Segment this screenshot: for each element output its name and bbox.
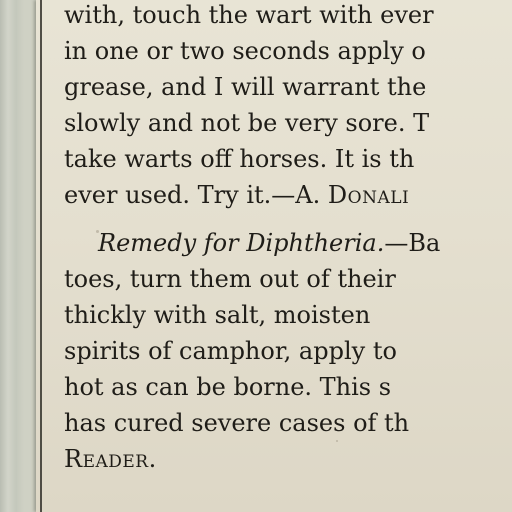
article-line: take warts off horses. It is th bbox=[64, 145, 415, 173]
article-line: spirits of camphor, apply to bbox=[64, 337, 397, 365]
article-text: —Ba bbox=[384, 229, 441, 257]
diphtheria-heading-line bbox=[98, 228, 440, 258]
article-text: ever used. Try it.—A. bbox=[64, 181, 321, 209]
article-line: with, touch the wart with ever bbox=[64, 1, 434, 29]
author-signature: Donali bbox=[327, 181, 410, 209]
article-line: has cured severe cases of th bbox=[64, 409, 410, 437]
article-line: toes, turn them out of their bbox=[64, 265, 396, 293]
article-line: slowly and not be very sore. T bbox=[64, 109, 430, 137]
article-heading: Remedy for Diphtheria. bbox=[98, 229, 385, 257]
author-signature: Reader. bbox=[64, 445, 157, 473]
article-column bbox=[64, 0, 512, 512]
column-rule bbox=[40, 0, 42, 512]
article-line: thickly with salt, moisten bbox=[64, 301, 371, 329]
article-line: hot as can be borne. This s bbox=[64, 373, 392, 401]
article-line: in one or two seconds apply o bbox=[64, 37, 426, 65]
article-line: grease, and I will warrant the bbox=[64, 73, 427, 101]
article-line-signed bbox=[64, 180, 409, 210]
